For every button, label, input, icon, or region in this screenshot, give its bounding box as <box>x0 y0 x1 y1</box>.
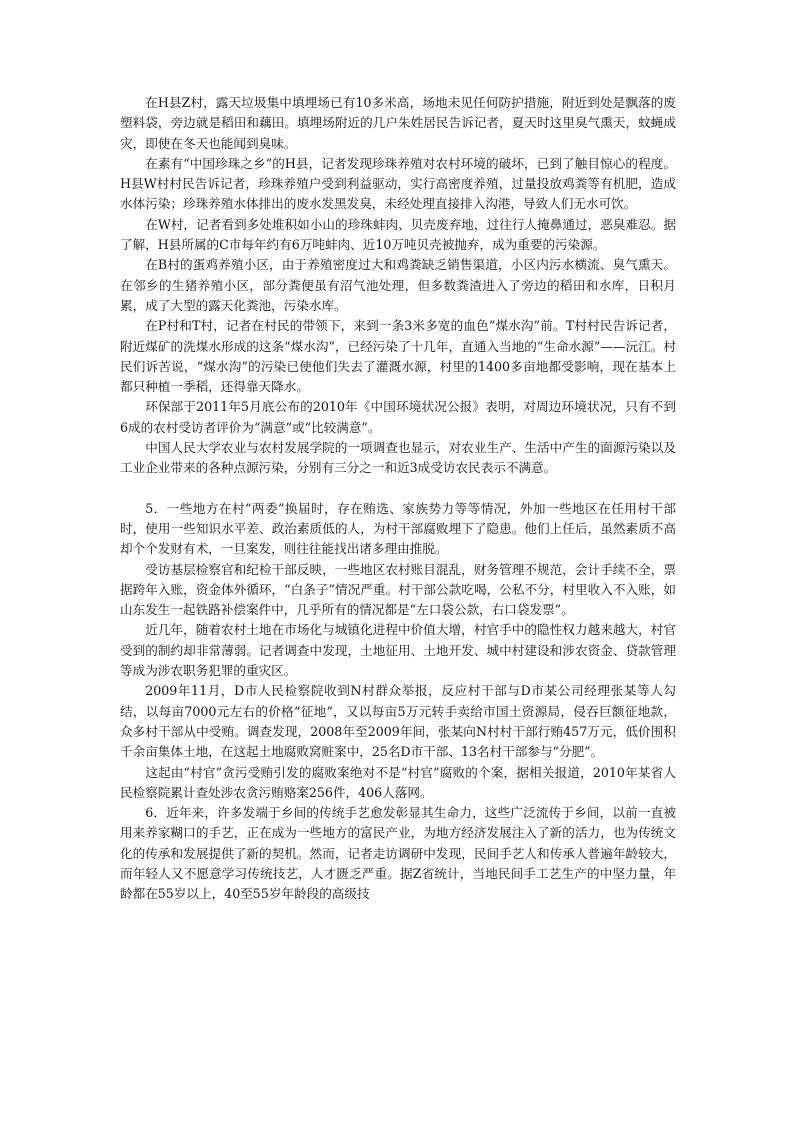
paragraph: 在W村，记者看到多处堆积如小山的珍珠蚌肉、贝壳废弃地，过往行人掩鼻通过，恶臭难忍。据了解，H县所属的C市每年约有6万吨蚌肉、近10万吨贝壳被抛弃，成为重要的污染源。 <box>120 216 676 253</box>
paragraph: 在H县Z村，露天垃圾集中填埋场已有10多米高，场地未见任何防护措施，附近到处是飘落的废塑料袋，旁边就是稻田和藕田。填埋场附近的几户朱姓居民告诉记者，夏天时这里臭气熏天，蚊蝇成灾，即使在冬天也能闻到臭味。 <box>120 95 676 151</box>
paragraph: 这起由“村官”贪污受贿引发的腐败案绝对不是“村官”腐败的个案，据相关报道，2010年某省人民检察院累计查处涉农贪污贿赂案256件，406人落网。 <box>120 764 676 800</box>
paragraph: 2009年11月，D市人民检察院收到N村群众举报，反应村干部与D市某公司经理张某等人勾结，以每亩7000元左右的价格“征地”，又以每亩5万元转手卖给市国土资源局，侵吞巨额征地款，众多村干部从中受贿。调查发现，2008年至2009年间，张某向N村村干部行贿457万元，低价围积千余亩集体土地，在这起土地腐败窝赃案中，25名D市干部、13名村干部参与“分肥”。 <box>120 683 676 760</box>
document-body <box>120 93 676 905</box>
paragraph: 在素有“中国珍珠之乡”的H县，记者发现珍珠养殖对农村环境的破坏，已到了触目惊心的程度。H县W村村民告诉记者，珍珠养殖户受到利益驱动，实行高密度养殖，过量投放鸡粪等有机肥，造成水体污染；珍珠养殖水体排出的废水发黑发臭，未经处理直接排入沟港，导致人们无水可饮。 <box>120 155 676 212</box>
paragraph: 环保部于2011年5月底公布的2010年《中国环境状况公报》表明，对周边环境状况，只有不到6成的农村受访者评价为“满意”或“比较满意”。 <box>120 399 676 435</box>
paragraph: 在P村和T村，记者在村民的带领下，来到一条3米多宽的血色“煤水沟”前。T村村民告诉记者，附近煤矿的洗煤水形成的这条“煤水沟”，已经污染了十几年，直通入当地的“生命水源”——沅江。村民们诉苦说，“煤水沟”的污染已使他们失去了灌溉水源，村里的1400多亩地都受影响，现在基本上都只种植一季稻，还得靠天降水。 <box>120 318 676 395</box>
paragraph: 近几年，随着农村土地在市场化与城镇化进程中价值大增，村官手中的隐性权力越来越大，村官受到的制约却非常薄弱。记者调查中发现，土地征用、土地开发、城中村建设和涉农资金、贷款管理等成为涉农职务犯罪的重灾区。 <box>120 622 676 679</box>
paragraph: 6．近年来，许多发端于乡间的传统手艺愈发彰显其生命力，这些广泛流传于乡间，以前一直被用来养家糊口的手艺，正在成为一些地方的富民产业，为地方经济发展注入了新的活力，也为传统文化的传承和发展提供了新的契机。然而，记者走访调研中发现，民间手艺人和传承人普遍年龄较大，而年轻人又不愿意学习传统技艺，人才匮乏严重。据Z省统计，当地民间手工艺生产的中坚力量，年龄都在55岁以上，40至55岁年龄段的高级技 <box>120 805 676 902</box>
paragraph: 受访基层检察官和纪检干部反映，一些地区农村账目混乱，财务管理不规范，会计手续不全，票据跨年入账，资金体外循环，“白条子”情况严重。村干部公款吃喝，公私不分，村里收入不入账，如山东发生一起铁路补偿案件中，几乎所有的情况都是“左口袋公款，右口袋发票”。 <box>120 561 676 618</box>
paragraph: 中国人民大学农业与农村发展学院的一项调查也显示，对农业生产、生活中产生的面源污染以及工业企业带来的各种点源污染，分别有三分之一和近3成受访农民表示不满意。 <box>120 440 676 476</box>
paragraph: 在B村的蛋鸡养殖小区，由于养殖密度过大和鸡粪缺乏销售渠道，小区内污水横流、臭气熏天。在邻乡的生猪养殖小区，部分粪便虽有沼气池处理，但多数粪渣进入了旁边的稻田和水库，日积月累，成了大型的露天化粪池，污染水库。 <box>120 257 676 313</box>
paragraph: 5．一些地方在村“两委”换届时，存在贿选、家族势力等等情况，外加一些地区在任用村干部时，使用一些知识水平差、政治素质低的人，为村干部腐败埋下了隐患。他们上任后，虽然素质不高却个个发财有术，一旦案发，则往往能找出诸多理由推脱。 <box>120 500 676 557</box>
